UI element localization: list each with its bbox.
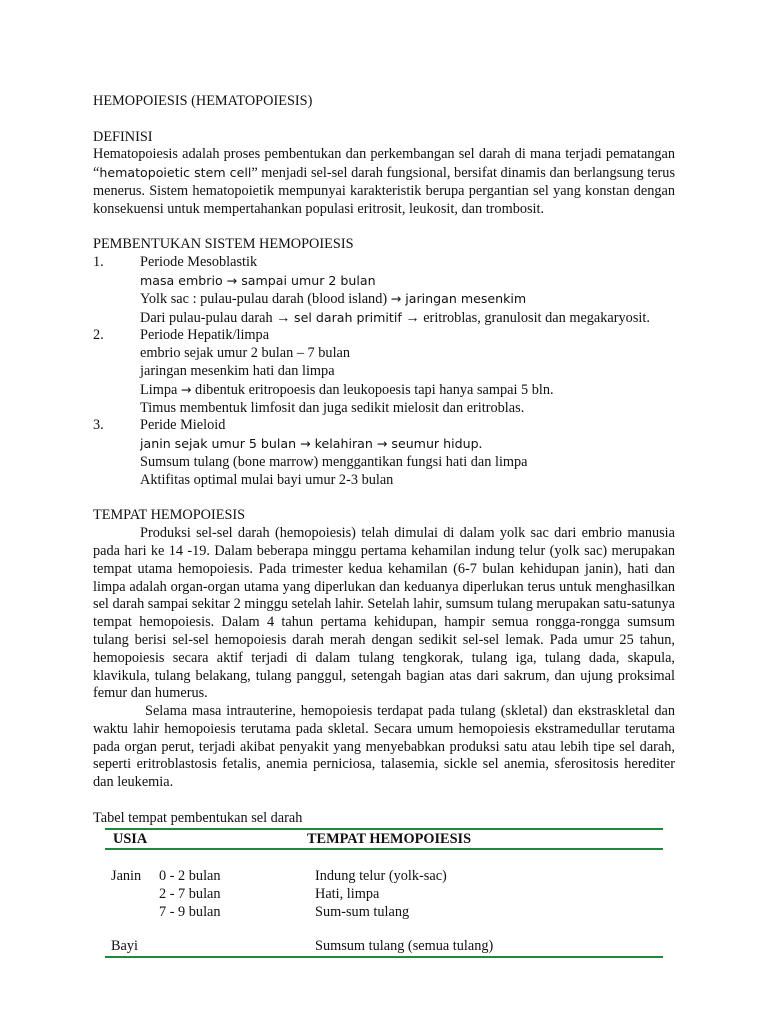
item3-line1: [93, 435, 675, 454]
item2-line2: jaringan mesenkim hati dan limpa: [140, 362, 335, 379]
item2-line3-arrow: →: [180, 381, 192, 397]
item1-line1: masa embrio → sampai umur 2 bulan: [140, 272, 376, 288]
hemopoiesis-table: [105, 828, 687, 958]
table-cell-range: 7 - 9 bulan: [159, 903, 221, 920]
list-number: 2.: [93, 327, 104, 344]
item1-line3-a: Dari pulau-pulau darah →: [140, 309, 295, 326]
item1-line2-arrow-text: → jaringan mesenkim: [390, 290, 527, 306]
table-cell-tempat: Sumsum tulang (semua tulang): [315, 937, 494, 954]
definisi-line1: Hematopoiesis adalah proses pembentukan dan perkembangan sel darah di mana terjadi: [93, 146, 602, 163]
list-item-title: Periode Hepatik/limpa: [140, 327, 270, 344]
item3-line1-end: .: [478, 436, 483, 453]
table-cell-range: 2 - 7 bulan: [159, 885, 221, 902]
item1-line3-c: → eritroblas, granulosit dan megakaryosit.: [401, 309, 650, 326]
definisi-line2a: pematangan “: [93, 146, 675, 182]
table-bottom-rule: [105, 956, 663, 958]
item2-line3-a: Limpa: [140, 381, 181, 398]
list-number: 1.: [93, 254, 104, 271]
tempat-paragraph-1: Produksi sel-sel darah (hemopoiesis) telah dimulai di dalam yolk sac dari embrio manusia pada hari ke 14 -19. Dalam beberapa minggu pertama kehamilan indung telur (yolk sac) merupakan tempat utama hemopoiesis. Pada trimester kedua kehamilan (6-7 bulan kehidupan janin), hati dan limpa adalah organ-organ utama yang diperlukan dan keduanya diperlukan terus untuk menghasilkan sel darah sampai sekitar 2 minggu setelah lahir. Setelah lahir, sumsum tulang merupakan satu-satunya tempat hemopoiesis. Dalam 4 tahun pertama kehidupan, hampir semua rongga-rongga sumsum tulang berisi sel-sel hemopoiesis darah merah dengan sedikit sel-sel lemak. Pada umur 25 tahun, hemopoiesis secara aktif terjadi di dalam tulang tengkorak, tulang iga, tulang dada, skapula, klavikula, tulang belakang, tulang panggul, setengah bagian atas dari sakrum, dan ujung proksimal femur dan humerus.: [93, 525, 675, 702]
table-cell-usia: Bayi: [111, 937, 139, 954]
item2-line1: embrio sejak umur 2 bulan – 7 bulan: [140, 345, 351, 362]
item2-line3: [93, 381, 675, 400]
table-caption: Tabel tempat pembentukan sel darah: [93, 809, 303, 826]
item2-line4: Timus membentuk limfosit dan juga sedikit mielosit dan eritroblas.: [140, 399, 525, 416]
item3-line1-text: janin sejak umur 5 bulan → kelahiran → seumur hidup: [140, 436, 479, 452]
list-item-2: [93, 327, 675, 345]
item1-line2: [93, 290, 675, 309]
list-number: 3.: [93, 417, 104, 434]
definisi-rest: berlangsung terus menerus. Sistem hematopoietik mempunyai karakteristik berupa pergantian sel yang konstan dengan konsekuensi untuk mempertahankan populasi eritrosit, leukosit, dan trombosit.: [93, 165, 676, 217]
table-cell-tempat: Hati, limpa: [315, 885, 380, 902]
item3-line2: Sumsum tulang (bone marrow) menggantikan fungsi hati dan limpa: [140, 453, 528, 470]
item2-line3-c: dibentuk eritropoesis dan leukopoesis tapi hanya sampai 5 bln.: [191, 381, 554, 398]
table-body: [105, 850, 687, 956]
definisi-stem-cell: hematopoietic stem cell: [99, 165, 252, 181]
column-header-tempat: TEMPAT HEMOPOIESIS: [307, 830, 472, 847]
table-header: [105, 830, 687, 848]
list-item-title: Peride Mieloid: [140, 417, 226, 434]
table-cell-tempat: Sum-sum tulang: [315, 903, 410, 920]
definisi-heading: DEFINISI: [93, 128, 153, 145]
table-cell-range: 0 - 2 bulan: [159, 867, 221, 884]
tempat-paragraph-2: Selama masa intrauterine, hemopoiesis terdapat pada tulang (skletal) dan ekstraskletal dan waktu lahir hemopoiesis terutama pada skletal. Secara umum hemopoiesis ekstramedullar terutama pada organ perut, terjadi akibat penyakit yang menyebabkan produksi satu atau lebih tipe sel darah, seperti eritroblastosis fetalis, anemia perniciosa, talasemia, sickle sel anemia, sferositosis herediter dan leukemia.: [93, 703, 675, 791]
pembentukan-heading: PEMBENTUKAN SISTEM HEMOPOIESIS: [93, 236, 354, 253]
table-cell-tempat: Indung telur (yolk-sac): [315, 867, 447, 884]
definisi-paragraph: [93, 146, 675, 218]
item1-line3-b: sel darah primitif: [294, 309, 402, 325]
item1-line2-text: Yolk sac : pulau-pulau darah (blood island): [140, 290, 391, 307]
document-page: [93, 93, 675, 958]
item3-line3: Aktifitas optimal mulai bayi umur 2-3 bulan: [140, 471, 394, 488]
list-item-3: [93, 417, 675, 435]
document-title: HEMOPOIESIS (HEMATOPOIESIS): [93, 93, 313, 109]
list-item-1: [93, 254, 675, 272]
table-cell-usia: Janin: [111, 867, 142, 884]
item1-line3: [93, 309, 675, 328]
column-header-usia: USIA: [113, 830, 148, 847]
list-item-title: Periode Mesoblastik: [140, 254, 258, 271]
definisi-line2c: ” menjadi sel-sel darah fungsional, bersifat dinamis dan: [251, 165, 571, 182]
tempat-heading: TEMPAT HEMOPOIESIS: [93, 507, 246, 524]
